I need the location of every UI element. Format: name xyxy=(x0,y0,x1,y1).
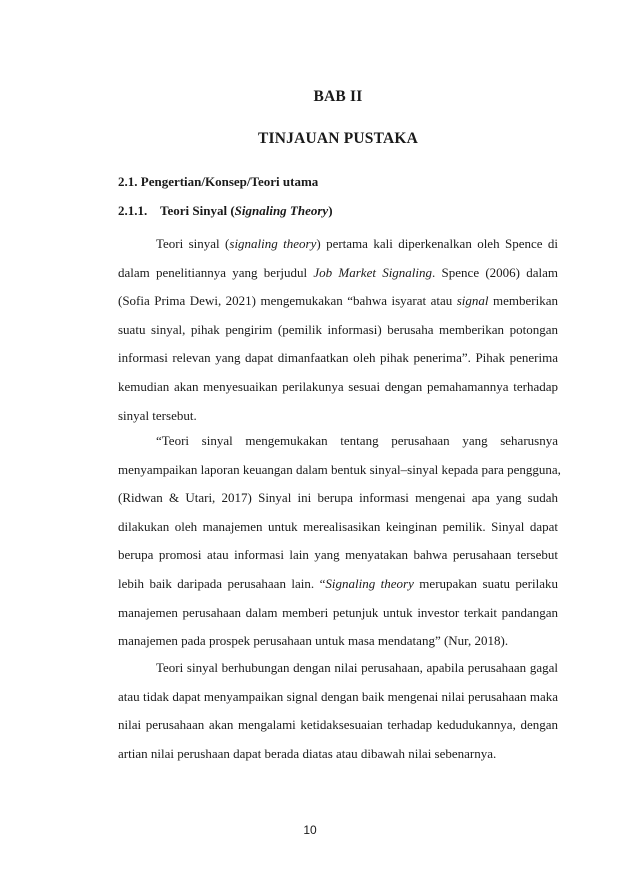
italic-term: signal xyxy=(456,293,489,309)
chapter-title: TINJAUAN PUSTAKA xyxy=(257,130,419,147)
subsection-number: 2.1.1. xyxy=(118,203,148,218)
paragraph-line: suatu sinyal, pihak pengirim (pemilik informasi) berusaha memberikan potongan xyxy=(118,321,558,337)
subsection-title-italic: Signaling Theory xyxy=(234,203,329,218)
paragraph-line: (Sofia Prima Dewi, 2021) mengemukakan “bahwa isyarat atau signal memberikan xyxy=(118,293,558,309)
paragraph-line: berupa promosi atau informasi lain yang menyatakan bahwa perusahaan tersebut xyxy=(118,547,558,563)
paragraph-line: “Teori sinyal mengemukakan tentang perusahaan yang seharusnya xyxy=(156,433,558,448)
paragraph-line: dilakukan oleh manajemen untuk merealisasikan keinginan pemilik. Sinyal dapat xyxy=(118,518,558,534)
paragraph-line: dalam penelitiannya yang berjudul Job Market Signaling. Spence (2006) dalam xyxy=(118,264,559,280)
subsection-heading xyxy=(118,203,333,219)
paragraph-line: informasi relevan yang dapat dimanfaatkan oleh pihak penerima”. Pihak penerima xyxy=(118,350,558,366)
subsection-title: Teori Sinyal ( xyxy=(160,203,235,218)
page-number: 10 xyxy=(303,823,317,837)
paragraph-line: atau tidak dapat menyampaikan signal dengan baik mengenai nilai perusahaan maka xyxy=(118,688,558,704)
paragraph-line: manajemen pada prospek perusahaan untuk masa mendatang” (Nur, 2018). xyxy=(118,633,509,649)
paragraph-line: Teori sinyal berhubungan dengan nilai perusahaan, apabila perusahaan gagal xyxy=(156,660,558,675)
section-heading: 2.1. Pengertian/Konsep/Teori utama xyxy=(118,174,319,189)
italic-term: Job Market Signaling xyxy=(313,264,433,280)
paragraph-line: menyampaikan laporan keuangan dalam bentuk sinyal–sinyal kepada para pengguna, xyxy=(118,461,561,477)
paragraph-line: sinyal tersebut. xyxy=(118,407,197,423)
italic-term: Signaling theory xyxy=(325,575,414,591)
paragraph-line: nilai perusahaan akan mengalami ketidaksesuaian terhadap kedudukannya, dengan xyxy=(118,717,558,733)
paragraph-line: Teori sinyal (signaling theory) pertama kali diperkenalkan oleh Spence di xyxy=(156,236,558,251)
paragraph-3 xyxy=(118,654,558,768)
paragraph-line: (Ridwan & Utari, 2017) Sinyal ini berupa informasi mengenai apa yang sudah xyxy=(118,490,558,506)
paragraph-line: artian nilai perushaan dapat berada diatas atau dibawah nilai sebenarnya. xyxy=(118,745,497,761)
paragraph-2 xyxy=(118,427,561,656)
italic-term: signaling theory xyxy=(229,236,317,251)
paragraph-line: manajemen perusahaan dalam memberi petunjuk untuk investor terkait pandangan xyxy=(118,604,558,620)
subsection-title-close: ) xyxy=(328,203,333,218)
chapter-label: BAB II xyxy=(313,88,363,105)
paragraph-line: kemudian akan menyesuaikan perilakunya sesuai dengan pemahamannya terhadap xyxy=(118,378,558,394)
paragraph-line: lebih baik daripada perusahaan lain. “Signaling theory merupakan suatu perilaku xyxy=(118,575,558,591)
paragraph-1 xyxy=(118,230,558,430)
